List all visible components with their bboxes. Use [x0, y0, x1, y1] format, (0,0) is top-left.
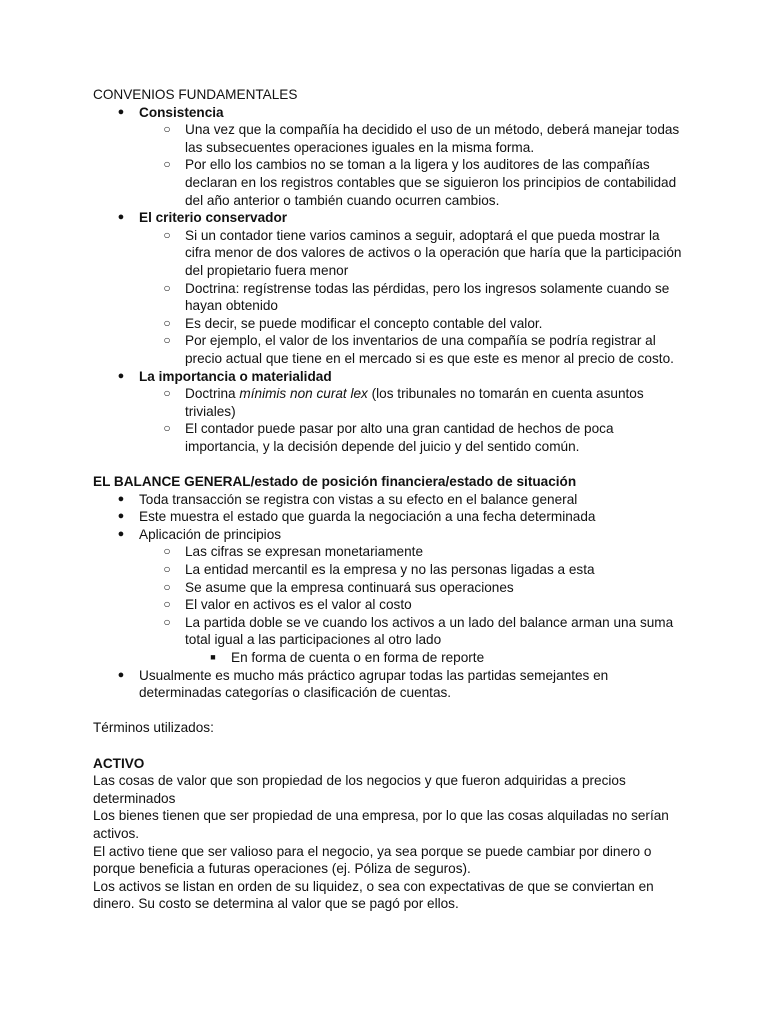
bullet-dot-icon: ●	[117, 492, 125, 505]
activo-heading	[93, 755, 683, 773]
list-item	[139, 332, 683, 367]
paragraph: Los activos se listan en orden de su liquidez, o sea con expectativas de que se conviertan en dinero. Su costo se determina al valor que se pagó por ellos.	[93, 878, 654, 912]
item-text: Doctrina: regístrense todas las pérdidas, pero los ingresos solamente cuando se hayan obtenido	[185, 280, 670, 314]
item-text: Por ejemplo, el valor de los inventarios de una compañía se podría registrar al precio actual que tiene en el mercado si es que este es menor al precio de costo.	[185, 333, 674, 366]
sub-list	[139, 227, 683, 368]
bullet-circle-icon: ○	[163, 421, 171, 436]
list-item	[93, 368, 683, 456]
list-item	[93, 104, 683, 210]
item-text: Aplicación de principios	[139, 526, 282, 542]
list-item	[139, 385, 683, 420]
list-item	[139, 227, 683, 280]
section-title-convenios: CONVENIOS FUNDAMENTALES	[93, 87, 298, 102]
list-item	[139, 543, 683, 561]
bullet-circle-icon: ○	[163, 544, 171, 559]
item-text: La entidad mercantil es la empresa y no las personas ligadas a esta	[185, 562, 595, 578]
document-body	[93, 86, 683, 913]
list-item	[93, 508, 683, 526]
bullet-dot-icon: ●	[117, 369, 125, 382]
item-text: Es decir, se puede modificar el concepto contable del valor.	[185, 315, 543, 331]
section-title-text: EL BALANCE GENERAL/estado de posición financiera/estado de situación	[93, 474, 577, 490]
list-item	[139, 121, 683, 156]
list-item	[139, 280, 683, 315]
spacer	[93, 737, 683, 755]
list-item	[93, 526, 683, 667]
list-item	[93, 209, 683, 367]
bullet-circle-icon: ○	[163, 157, 171, 172]
list-item	[139, 561, 683, 579]
bullet-circle-icon: ○	[163, 614, 171, 629]
item-text: El valor en activos es el valor al costo	[185, 597, 412, 613]
item-text: La partida doble se ve cuando los activos a un lado del balance arman una suma total igual a las participaciones al otro lado	[185, 614, 674, 648]
latin-phrase: mínimis non curat lex	[239, 386, 368, 402]
list-item	[139, 596, 683, 614]
item-text: Las cifras se expresan monetariamente	[185, 544, 424, 560]
bullet-circle-icon: ○	[163, 579, 171, 594]
item-label: El criterio conservador	[139, 210, 288, 226]
section-title-balance	[93, 473, 683, 491]
item-text: (los tribunales no tomarán en cuenta asuntos triviales)	[185, 386, 644, 419]
item-text: Doctrina	[185, 386, 240, 402]
item-text: Una vez que la compañía ha decidido el uso de un método, deberá manejar todas las subsecuentes operaciones iguales en la misma forma.	[185, 122, 680, 155]
bullet-dot-icon: ●	[117, 211, 125, 224]
sub-list	[139, 121, 683, 209]
paragraph: El activo tiene que ser valioso para el negocio, ya sea porque se puede cambiar por dinero o porque beneficia a futuras operaciones (ej. Póliza de seguros).	[93, 843, 652, 877]
convenios-list	[93, 104, 683, 456]
bullet-dot-icon: ●	[117, 668, 125, 681]
list-item	[93, 491, 683, 509]
spacer	[93, 455, 683, 473]
list-item	[139, 579, 683, 597]
list-item	[139, 614, 683, 667]
balance-list	[93, 491, 683, 702]
list-item	[93, 667, 683, 702]
bullet-circle-icon: ○	[163, 227, 171, 242]
bullet-square-icon: ■	[210, 652, 216, 662]
bullet-circle-icon: ○	[163, 280, 171, 295]
paragraph: Las cosas de valor que son propiedad de los negocios y que fueron adquiridas a precios determinados	[93, 773, 626, 806]
item-text: Este muestra el estado que guarda la negociación a una fecha determinada	[139, 509, 596, 525]
list-item	[139, 315, 683, 333]
list-item	[139, 420, 683, 455]
paragraph: Los bienes tienen que ser propiedad de una empresa, por lo que las cosas alquiladas no serían activos.	[93, 808, 669, 841]
item-text: Se asume que la empresa continuará sus operaciones	[185, 579, 514, 595]
terms-heading: Términos utilizados:	[93, 720, 214, 736]
item-text: Por ello los cambios no se toman a la ligera y los auditores de las compañías declaran en los registros contables que se siguieron los principios de contabilidad del año anterior o también cuando ocurren cambios.	[185, 157, 677, 208]
bullet-dot-icon: ●	[117, 105, 125, 118]
list-item	[139, 156, 683, 209]
item-text: En forma de cuenta o en forma de reporte	[231, 650, 485, 665]
bullet-circle-icon: ○	[163, 333, 171, 348]
sub-list	[139, 385, 683, 455]
bullet-circle-icon: ○	[163, 386, 171, 401]
bullet-circle-icon: ○	[163, 122, 171, 137]
activo-heading-text: ACTIVO	[93, 755, 145, 771]
sub-sub-list	[185, 649, 683, 667]
item-text: Si un contador tiene varios caminos a seguir, adoptará el que pueda mostrar la cifra menor de dos valores de activos o la operación que haría que la participación del propietario fuera menor	[185, 227, 682, 278]
item-text: Toda transacción se registra con vistas a su efecto en el balance general	[139, 491, 578, 507]
bullet-dot-icon: ●	[117, 510, 125, 523]
bullet-circle-icon: ○	[163, 597, 171, 612]
item-text: Usualmente es mucho más práctico agrupar todas las partidas semejantes en determinadas categorías o clasificación de cuentas.	[139, 667, 609, 701]
bullet-circle-icon: ○	[163, 562, 171, 577]
bullet-dot-icon: ●	[117, 527, 125, 540]
list-item	[185, 649, 683, 667]
item-text: El contador puede pasar por alto una gran cantidad de hechos de poca importancia, y la decisión depende del juicio y del sentido común.	[185, 421, 614, 454]
item-label: La importancia o materialidad	[139, 368, 332, 384]
item-label: Consistencia	[139, 104, 224, 120]
sub-list	[139, 543, 683, 666]
bullet-circle-icon: ○	[163, 315, 171, 330]
spacer	[93, 702, 683, 720]
